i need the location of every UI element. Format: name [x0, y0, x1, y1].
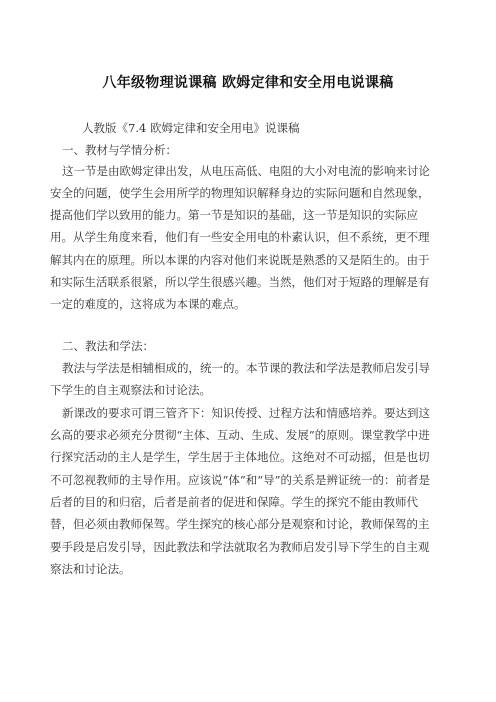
paragraph-line: 用。从学生角度来看，他们有一些安全用电的朴素认识，但不系统，更不理 — [50, 230, 430, 244]
paragraph-line: 幺高的要求必须充分贯彻“主体、互动、生成、发展”的原则。课堂教学中进 — [50, 428, 430, 442]
paragraph-line: 和实际生活联系很紧，所以学生很感兴趣。当然，他们对于短路的理解是有 — [50, 275, 430, 289]
section-heading-1: 一、教材与学情分析： — [62, 143, 177, 157]
subtitle-line: 人教版《7.4 欧姆定律和安全用电》说课稿 — [82, 121, 300, 135]
document-title: 八年级物理说课稿 欧姆定律和安全用电说课稿 — [102, 75, 394, 91]
paragraph-line: 这一节是由欧姆定律出发，从电压高低、电阻的大小对电流的影响来讨论 — [62, 164, 430, 178]
paragraph-line: 教法与学法是相辅相成的，统一的。本节课的教法和学法是教师启发引导 — [62, 361, 430, 375]
paragraph-line: 不可忽视教师的主导作用。应该说“体”和“导”的关系是辨证统一的：前者是 — [50, 473, 431, 487]
paragraph-line: 安全的问题，使学生会用所学的物理知识解释身边的实际问题和自然现象， — [50, 186, 430, 200]
paragraph-line: 替，但必须由教师保驾。学生探究的核心部分是观察和讨论，教师保驾的主 — [50, 517, 430, 531]
paragraph-line: 新课改的要求可谓三管齐下：知识传授、过程方法和情感培养。要达到这 — [62, 406, 430, 420]
section-heading-2: 二、教法和学法： — [62, 339, 154, 353]
paragraph-line: 行探究活动的主人是学生，学生居于主体地位。这绝对不可动摇，但是也切 — [50, 450, 430, 464]
paragraph-line: 一定的难度的，这将成为本课的难点。 — [50, 297, 246, 311]
paragraph-line: 要手段是启发引导，因此教法和学法就取名为教师启发引导下学生的自主观 — [50, 540, 430, 554]
paragraph-line: 察法和讨论法。 — [50, 562, 131, 576]
paragraph-line: 后者的目的和归宿，后者是前者的促进和保障。学生的探究不能由教师代 — [50, 495, 418, 509]
paragraph-line: 提高他们学以致用的能力。第一节是知识的基础，这一节是知识的实际应 — [50, 208, 418, 222]
paragraph-line: 解其内在的原理。所以本课的内容对他们来说既是熟悉的又是陌生的。由于 — [50, 253, 430, 267]
paragraph-line: 下学生的自主观察法和讨论法。 — [50, 383, 211, 397]
